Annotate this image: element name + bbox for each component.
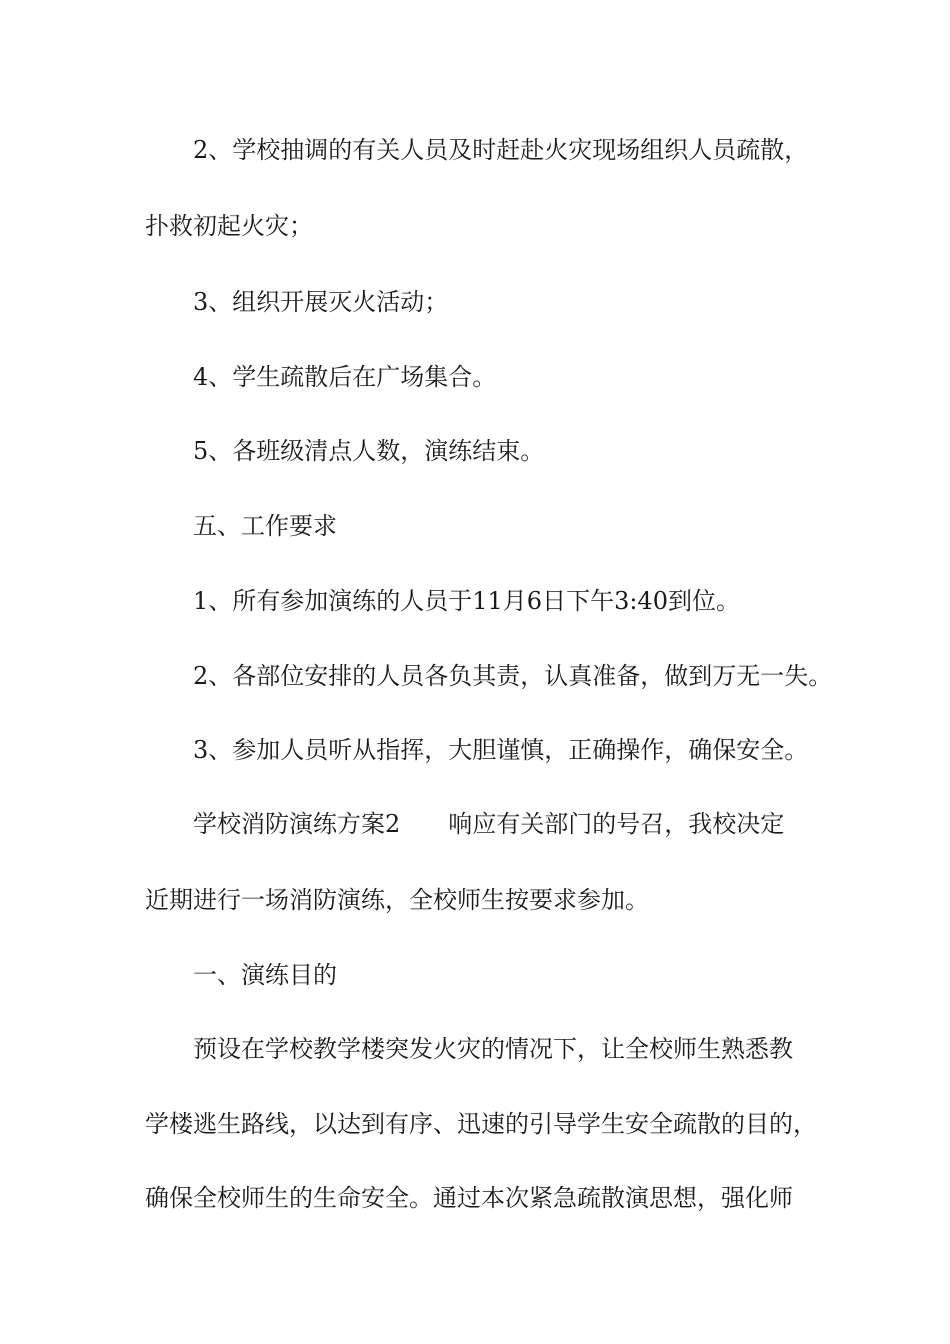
paragraph-line: 3、参加人员听从指挥，大胆谨慎，正确操作，确保安全。 [193,736,809,764]
paragraph-line: 学楼逃生路线，以达到有序、迅速的引导学生安全疏散的目的， [145,1110,817,1138]
paragraph-line: 5、各班级清点人数，演练结束。 [193,437,545,465]
paragraph-line: 4、学生疏散后在广场集合。 [193,363,497,391]
paragraph-line: 预设在学校教学楼突发火灾的情况下，让全校师生熟悉教 [193,1035,793,1063]
paragraph-line: 确保全校师生的生命安全。通过本次紧急疏散演思想，强化师 [145,1184,793,1212]
paragraph-line: 2、各部位安排的人员各负其责，认真准备，做到万无一失。 [193,662,833,690]
paragraph-line: 近期进行一场消防演练，全校师生按要求参加。 [145,886,649,914]
paragraph-line: 学校消防演练方案2 响应有关部门的号召，我校决定 [193,810,785,838]
paragraph-line: 扑救初起火灾； [145,212,313,240]
section-heading: 一、演练目的 [193,961,337,989]
paragraph-line: 1、所有参加演练的人员于11月6日下午3:40到位。 [193,587,740,615]
paragraph-line: 2、学校抽调的有关人员及时赶赴火灾现场组织人员疏散， [193,136,809,164]
section-heading: 五、工作要求 [193,512,337,540]
paragraph-line: 3、组织开展灭火活动； [193,288,449,316]
